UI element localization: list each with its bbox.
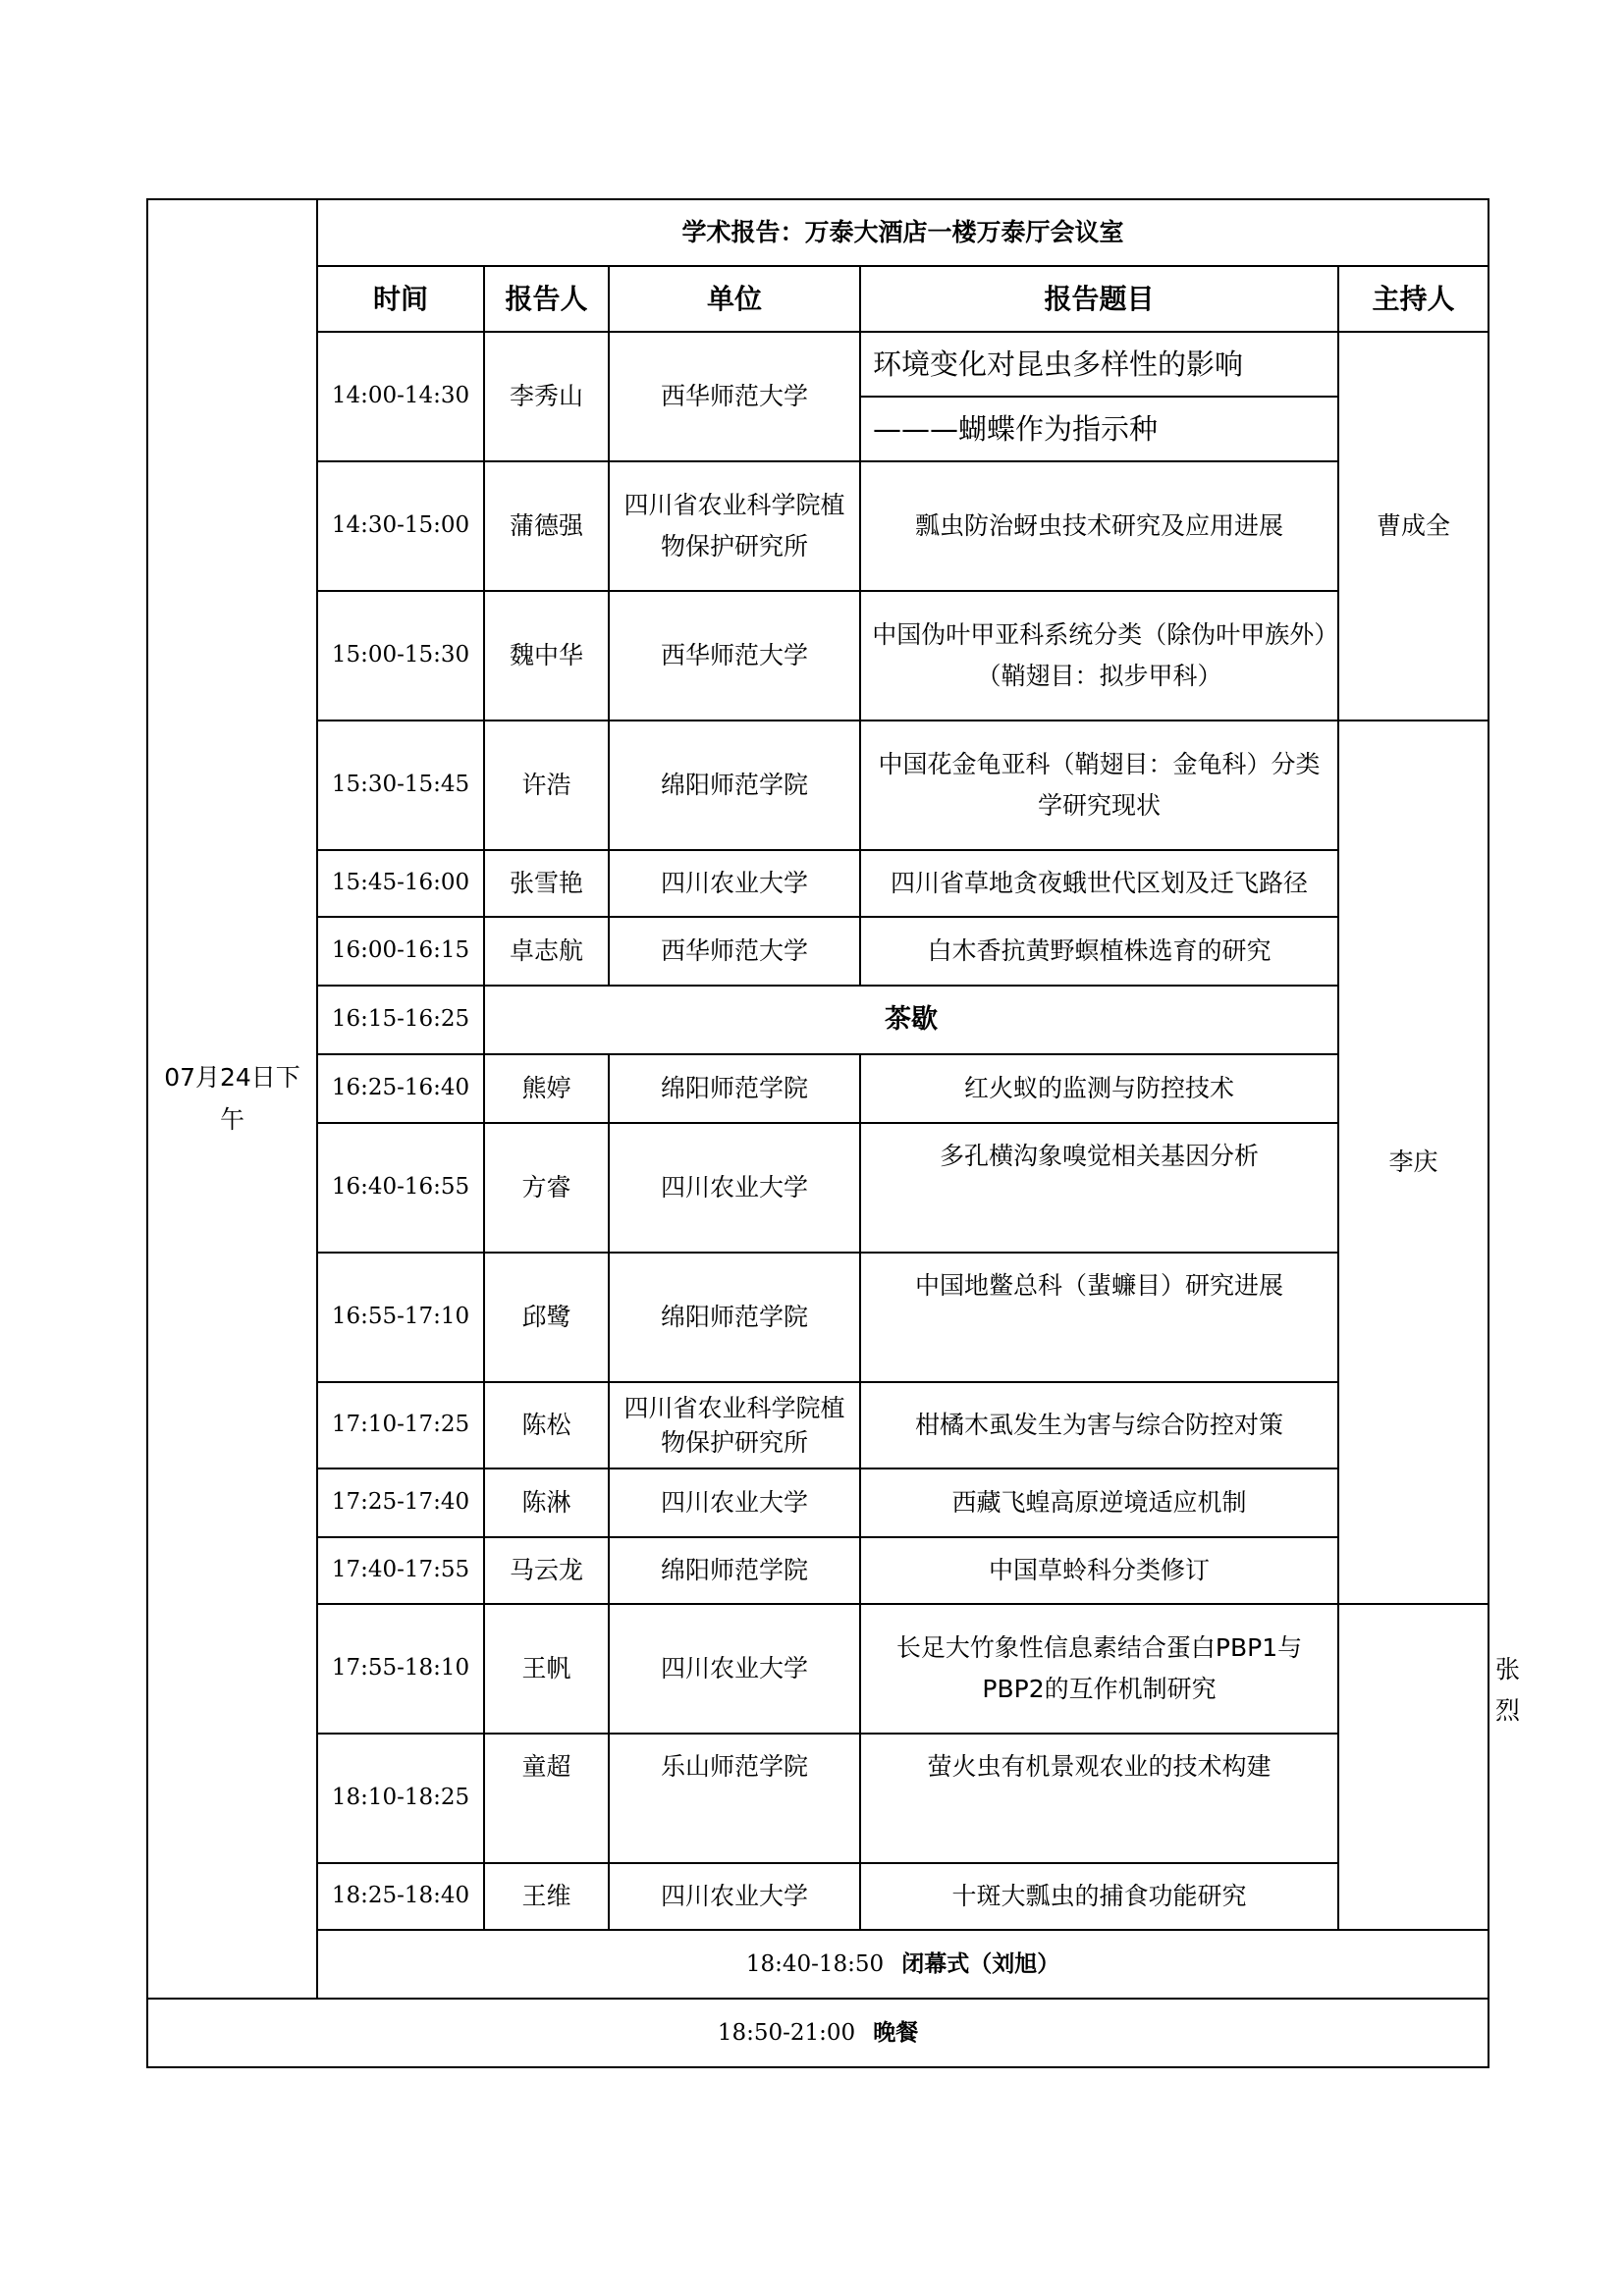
speaker-cell: 陈淋 bbox=[484, 1468, 609, 1537]
unit-cell: 西华师范大学 bbox=[609, 332, 860, 461]
tea-break-label: 茶歇 bbox=[484, 986, 1338, 1054]
topic-cell: 柑橘木虱发生为害与综合防控对策 bbox=[860, 1382, 1338, 1468]
venue-heading: 学术报告：万泰大酒店一楼万泰厅会议室 bbox=[317, 199, 1489, 266]
speaker-cell: 卓志航 bbox=[484, 917, 609, 986]
time-cell: 16:15-16:25 bbox=[317, 986, 484, 1054]
table-row bbox=[147, 1054, 1489, 1123]
table-row bbox=[147, 332, 1489, 397]
dinner-row bbox=[147, 1999, 1489, 2067]
topic-cell-subtitle: ———蝴蝶作为指示种 bbox=[860, 397, 1338, 461]
header-row bbox=[147, 266, 1489, 332]
table-row bbox=[147, 1604, 1489, 1669]
time-cell: 15:45-16:00 bbox=[317, 850, 484, 917]
unit-cell: 乐山师范学院 bbox=[609, 1734, 860, 1863]
time-cell: 17:10-17:25 bbox=[317, 1382, 484, 1468]
header-host: 主持人 bbox=[1338, 266, 1489, 332]
speaker-cell: 童超 bbox=[484, 1734, 609, 1863]
time-cell: 16:55-17:10 bbox=[317, 1253, 484, 1382]
unit-cell: 四川省农业科学院植物保护研究所 bbox=[609, 1382, 860, 1468]
time-cell: 14:00-14:30 bbox=[317, 332, 484, 461]
unit-cell: 西华师范大学 bbox=[609, 917, 860, 986]
topic-cell: 四川省草地贪夜蛾世代区划及迁飞路径 bbox=[860, 850, 1338, 917]
unit-cell: 四川省农业科学院植物保护研究所 bbox=[609, 461, 860, 591]
table-row bbox=[147, 1734, 1489, 1798]
unit-cell: 四川农业大学 bbox=[609, 1468, 860, 1537]
header-time: 时间 bbox=[317, 266, 484, 332]
topic-cell: 中国地鳖总科（蜚蠊目）研究进展 bbox=[860, 1253, 1338, 1382]
closing-ceremony-cell bbox=[317, 1930, 1489, 1999]
topic-cell: 环境变化对昆虫多样性的影响 bbox=[860, 332, 1338, 397]
unit-cell: 四川农业大学 bbox=[609, 1604, 860, 1734]
table-row bbox=[147, 1253, 1489, 1317]
speaker-cell: 张雪艳 bbox=[484, 850, 609, 917]
time-cell: 16:00-16:15 bbox=[317, 917, 484, 986]
speaker-cell: 王帆 bbox=[484, 1604, 609, 1734]
table-row bbox=[147, 1863, 1489, 1930]
unit-cell: 西华师范大学 bbox=[609, 591, 860, 721]
speaker-cell: 熊婷 bbox=[484, 1054, 609, 1123]
topic-cell: 多孔横沟象嗅觉相关基因分析 bbox=[860, 1123, 1338, 1253]
unit-cell: 绵阳师范学院 bbox=[609, 1054, 860, 1123]
time-cell: 14:30-15:00 bbox=[317, 461, 484, 591]
time-cell: 16:25-16:40 bbox=[317, 1054, 484, 1123]
topic-cell: 萤火虫有机景观农业的技术构建 bbox=[860, 1734, 1338, 1863]
topic-cell: 中国草蛉科分类修订 bbox=[860, 1537, 1338, 1604]
closing-time: 18:40-18:50 bbox=[745, 1950, 885, 1977]
topic-cell: 长足大竹象性信息素结合蛋白PBP1与PBP2的互作机制研究 bbox=[860, 1604, 1338, 1734]
topic-cell: 中国伪叶甲亚科系统分类（除伪叶甲族外）（鞘翅目：拟步甲科） bbox=[860, 591, 1338, 721]
table-row bbox=[147, 1123, 1489, 1188]
time-cell: 18:25-18:40 bbox=[317, 1863, 484, 1930]
table-row bbox=[147, 850, 1489, 917]
break-row bbox=[147, 986, 1489, 1054]
topic-cell: 红火蚁的监测与防控技术 bbox=[860, 1054, 1338, 1123]
schedule-table bbox=[146, 198, 1521, 2068]
unit-cell: 四川农业大学 bbox=[609, 850, 860, 917]
speaker-cell: 魏中华 bbox=[484, 591, 609, 721]
table-row bbox=[147, 917, 1489, 986]
header-topic: 报告题目 bbox=[860, 266, 1338, 332]
time-cell: 15:30-15:45 bbox=[317, 721, 484, 850]
time-cell: 17:40-17:55 bbox=[317, 1537, 484, 1604]
time-cell: 17:25-17:40 bbox=[317, 1468, 484, 1537]
time-cell: 16:40-16:55 bbox=[317, 1123, 484, 1253]
date-cell: 07月24日下午 bbox=[147, 199, 317, 1999]
table-row bbox=[147, 1468, 1489, 1537]
time-cell: 15:00-15:30 bbox=[317, 591, 484, 721]
speaker-cell: 方睿 bbox=[484, 1123, 609, 1253]
closing-row bbox=[147, 1930, 1489, 1999]
topic-cell: 白木香抗黄野螟植株选育的研究 bbox=[860, 917, 1338, 986]
header-unit: 单位 bbox=[609, 266, 860, 332]
host-cell: 曹成全 bbox=[1338, 332, 1489, 721]
topic-cell: 西藏飞蝗高原逆境适应机制 bbox=[860, 1468, 1338, 1537]
table-row: 17:10-17:25 陈松 四川省农业科学院植物保护研究所 柑橘木虱发生为害与综合防控对策 张烈 bbox=[147, 1382, 1489, 1468]
topic-cell: 瓢虫防治蚜虫技术研究及应用进展 bbox=[860, 461, 1338, 591]
unit-cell: 绵阳师范学院 bbox=[609, 1253, 860, 1382]
unit-cell: 四川农业大学 bbox=[609, 1863, 860, 1930]
time-cell: 18:10-18:25 bbox=[317, 1734, 484, 1863]
speaker-cell: 王维 bbox=[484, 1863, 609, 1930]
topic-cell: 十斑大瓢虫的捕食功能研究 bbox=[860, 1863, 1338, 1930]
table-row bbox=[147, 591, 1489, 656]
table-row bbox=[147, 1537, 1489, 1604]
dinner-label: 晚餐 bbox=[873, 2018, 919, 2046]
host-cell: 李庆 bbox=[1338, 721, 1489, 1604]
speaker-cell: 陈松 bbox=[484, 1382, 609, 1468]
speaker-cell: 马云龙 bbox=[484, 1537, 609, 1604]
speaker-cell: 许浩 bbox=[484, 721, 609, 850]
speaker-cell: 李秀山 bbox=[484, 332, 609, 461]
dinner-cell bbox=[147, 1999, 1489, 2067]
speaker-cell: 蒲德强 bbox=[484, 461, 609, 591]
header-speaker: 报告人 bbox=[484, 266, 609, 332]
time-cell: 17:55-18:10 bbox=[317, 1604, 484, 1734]
dinner-time: 18:50-21:00 bbox=[717, 2019, 856, 2046]
topic-cell: 中国花金龟亚科（鞘翅目：金龟科）分类学研究现状 bbox=[860, 721, 1338, 850]
unit-cell: 四川农业大学 bbox=[609, 1123, 860, 1253]
closing-label: 闭幕式（刘旭） bbox=[901, 1949, 1060, 1977]
unit-cell: 绵阳师范学院 bbox=[609, 721, 860, 850]
unit-cell: 绵阳师范学院 bbox=[609, 1537, 860, 1604]
table-row bbox=[147, 721, 1489, 785]
speaker-cell: 邱鹭 bbox=[484, 1253, 609, 1382]
table-row bbox=[147, 461, 1489, 526]
